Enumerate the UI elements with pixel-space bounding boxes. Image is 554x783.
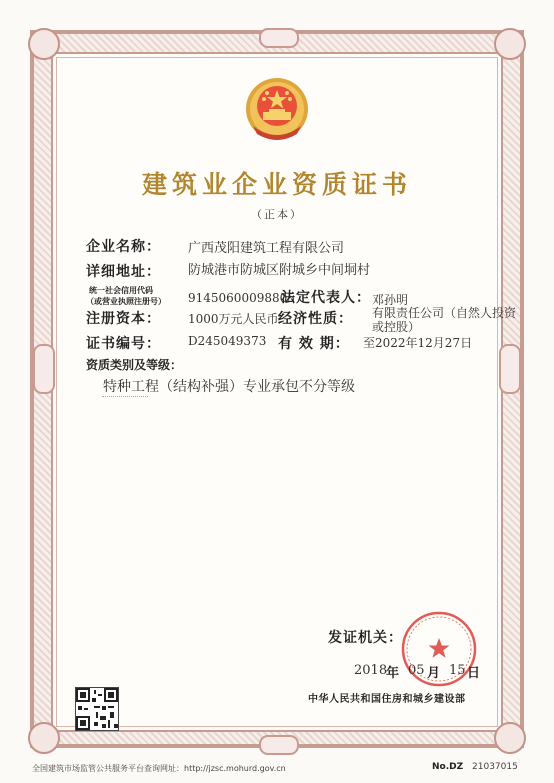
address-label: 详细地址： bbox=[86, 264, 161, 280]
corner-ornament-icon bbox=[494, 28, 526, 60]
corner-ornament-icon bbox=[28, 722, 60, 754]
issue-date-month: 05 bbox=[408, 663, 425, 678]
cert-no-value: D245049373 bbox=[188, 334, 267, 348]
qualification-label: 资质类别及等级： bbox=[86, 358, 183, 372]
cert-no-label: 证书编号： bbox=[86, 336, 161, 352]
certificate-subtitle: （正本） bbox=[251, 208, 303, 221]
serial-label: No.DZ bbox=[432, 762, 464, 772]
credit-code-value: 91450600098805 bbox=[188, 291, 295, 305]
credit-code-label-sub: （或营业执照注册号） bbox=[86, 297, 166, 306]
company-name-label: 企业名称： bbox=[86, 239, 161, 255]
capital-value: 1000万元人民币 bbox=[188, 312, 279, 326]
address-value: 防城港市防城区附城乡中间垌村 bbox=[188, 263, 371, 278]
legal-rep-label: 法定代表人： bbox=[281, 290, 371, 306]
legal-rep-value: 邓孙明 bbox=[372, 293, 409, 307]
economic-nature-value: 有限责任公司（自然人投资 bbox=[372, 306, 517, 320]
serial-value: 21037015 bbox=[472, 762, 518, 772]
validity-label: 有 效 期： bbox=[278, 336, 350, 352]
economic-nature-value-cont: 或控股） bbox=[372, 320, 421, 334]
economic-nature-label: 经济性质： bbox=[278, 311, 353, 327]
faded-text-line bbox=[102, 396, 148, 397]
side-ornament-icon bbox=[33, 344, 55, 394]
corner-ornament-icon bbox=[494, 722, 526, 754]
issuer-label: 发证机关： bbox=[328, 630, 403, 646]
company-name-value: 广西茂阳建筑工程有限公司 bbox=[188, 241, 345, 256]
query-website-text: 全国建筑市场监管公共服务平台查询网址：http://jzsc.mohurd.gov.cn bbox=[32, 764, 286, 773]
issue-date-year: 2018 bbox=[354, 663, 388, 678]
issue-date-day-suffix: 日 bbox=[467, 666, 482, 681]
ministry-name: 中华人民共和国住房和城乡建设部 bbox=[308, 694, 466, 705]
national-emblem-icon bbox=[243, 76, 311, 144]
qualification-value: 特种工程（结构补强）专业承包不分等级 bbox=[103, 379, 355, 395]
issue-date-year-suffix: 年 bbox=[386, 666, 401, 681]
corner-ornament-icon bbox=[28, 28, 60, 60]
issue-date-day: 15 bbox=[449, 663, 466, 678]
certificate-title: 建筑业企业资质证书 bbox=[141, 170, 412, 199]
capital-label: 注册资本： bbox=[86, 311, 161, 327]
credit-code-label: 统一社会信用代码 bbox=[89, 286, 153, 295]
qr-code-icon bbox=[75, 687, 119, 731]
side-ornament-icon bbox=[499, 344, 521, 394]
top-ornament-icon bbox=[259, 28, 299, 48]
validity-value: 至2022年12月27日 bbox=[363, 336, 473, 350]
certificate-serial bbox=[432, 762, 518, 772]
issue-date-month-suffix: 月 bbox=[427, 666, 442, 681]
bottom-ornament-icon bbox=[259, 735, 299, 755]
